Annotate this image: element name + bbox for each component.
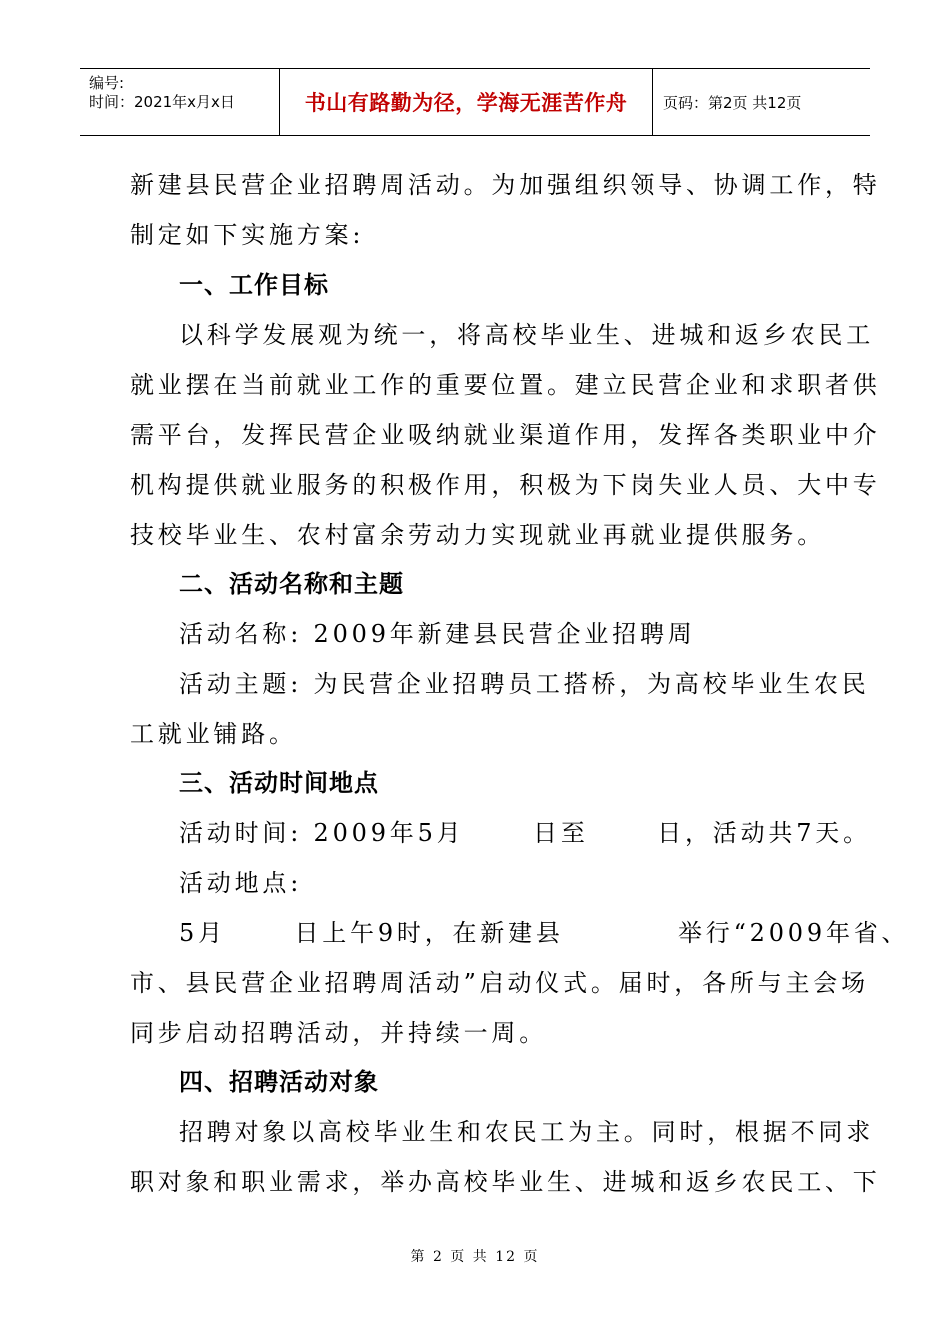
- header-motto: 书山有路勤为径，学海无涯苦作舟: [304, 91, 628, 115]
- paragraph-line: 工就业铺路。: [130, 720, 297, 748]
- paragraph-line: 市、县民营企业招聘周活动”启动仪式。届时，各所与主会场: [130, 969, 869, 997]
- paragraph-line: 机构提供就业服务的积极作用，积极为下岗失业人员、大中专: [130, 471, 881, 499]
- section-heading-time-place: 三、活动时间地点: [179, 769, 379, 797]
- header-meta: [80, 69, 280, 135]
- paragraph-line: 5月 日上午9时，在新建县 举行“2009年省、: [179, 919, 910, 947]
- paragraph-line: 活动主题: 为民营企业招聘员工搭桥，为高校毕业生农民: [179, 670, 870, 698]
- paragraph-line: 活动时间: 2009年5月 日至 日，活动共7天。: [179, 819, 871, 847]
- paragraph-line: 制定如下实施方案:: [130, 221, 365, 249]
- paragraph-line: 新建县民营企业招聘周活动。为加强组织领导、协调工作，特: [130, 171, 881, 199]
- section-heading-goals: 一、工作目标: [179, 271, 329, 299]
- page-footer: 第 2 页 共 12 页: [410, 1249, 540, 1265]
- header-motto-cell: [280, 69, 653, 135]
- paragraph-line: 活动名称: 2009年新建县民营企业招聘周: [179, 620, 696, 648]
- paragraph-line: 需平台，发挥民营企业吸纳就业渠道作用，发挥各类职业中介: [130, 421, 881, 449]
- paragraph-line: 职对象和职业需求，举办高校毕业生、进城和返乡农民工、下: [130, 1168, 881, 1196]
- paragraph-line: 就业摆在当前就业工作的重要位置。建立民营企业和求职者供: [130, 371, 881, 399]
- section-heading-name-theme: 二、活动名称和主题: [179, 570, 404, 598]
- paragraph-line: 招聘对象以高校毕业生和农民工为主。同时，根据不同求: [179, 1118, 874, 1146]
- header-page-code: 页码：第2页 共12页: [663, 93, 802, 112]
- paragraph-line: 同步启动招聘活动，并持续一周。: [130, 1019, 547, 1047]
- document-time: 时间：2021年x月x日: [89, 93, 235, 111]
- paragraph-line: 技校毕业生、农村富余劳动力实现就业再就业提供服务。: [130, 521, 825, 549]
- document-number-label: 编号:: [89, 74, 125, 92]
- header-page-cell: [653, 69, 870, 135]
- paragraph-line: 以科学发展观为统一，将高校毕业生、进城和返乡农民工: [179, 321, 874, 349]
- section-heading-targets: 四、招聘活动对象: [179, 1068, 379, 1096]
- page-header: [80, 68, 870, 136]
- paragraph-line: 活动地点:: [179, 869, 303, 897]
